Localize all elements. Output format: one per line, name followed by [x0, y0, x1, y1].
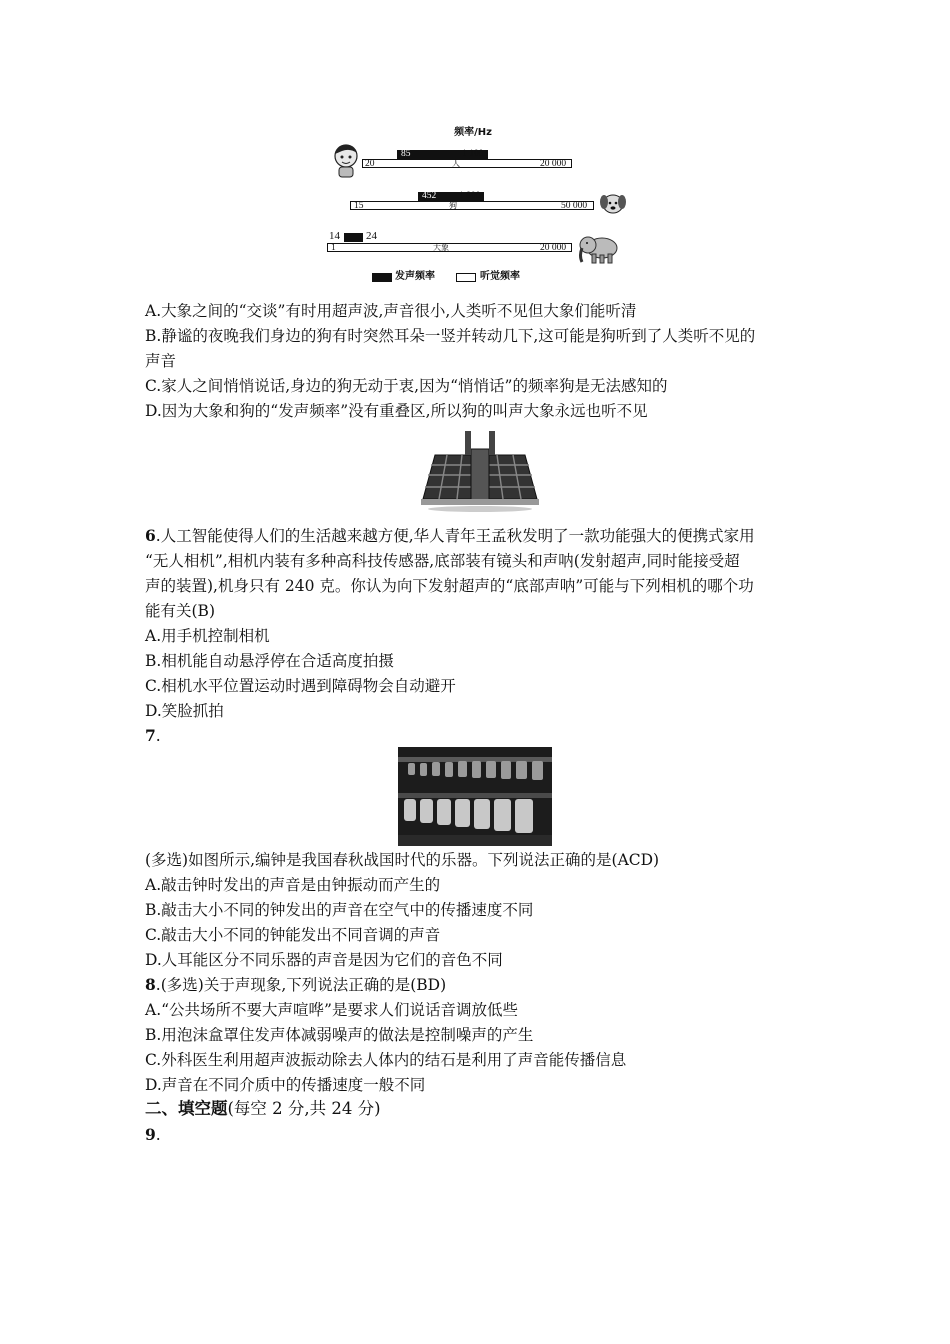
- dog-emit-max: 1 800: [459, 191, 481, 201]
- dog-hear-max: 50 000: [561, 201, 588, 211]
- dog-label: 狗: [449, 201, 457, 210]
- elephant-emit-min: 14: [329, 230, 340, 242]
- drone-camera-graphic: [417, 427, 543, 512]
- chart-title: 频率/Hz: [454, 127, 492, 138]
- q7-number-dot: .: [155, 727, 161, 745]
- q6-stem-text1: .人工智能使得人们的生活越来越方便,华人青年王孟秋发明了一款功能强大的便携式家用: [155, 527, 755, 545]
- q6-stem-line3: 声的装置),机身只有 240 克。你认为向下发射超声的“底部声呐”可能与下列相机的哪个功: [145, 577, 754, 595]
- q6-option-d: D.笑脸抓拍: [145, 702, 224, 720]
- elephant-emit-max: 24: [366, 230, 377, 242]
- q8-option-b: B.用泡沫盒罩住发声体减弱噪声的做法是控制噪声的产生: [145, 1026, 534, 1044]
- legend-hear-swatch: [456, 273, 476, 282]
- q5-option-b-line1: B.静谧的夜晚我们身边的狗有时突然耳朵一竖并转动几下,这可能是狗听到了人类听不见的: [145, 327, 756, 345]
- dog-hear-bar: [350, 201, 594, 210]
- human-hear-max: 20 000: [540, 159, 567, 169]
- q5-option-b-line2: 声音: [145, 352, 177, 370]
- q8-option-c: C.外科医生利用超声波振动除去人体内的结石是利用了声音能传播信息: [145, 1051, 627, 1069]
- dog-emit-min: 452: [422, 191, 437, 201]
- q9-number-dot: .: [155, 1126, 161, 1144]
- elephant-hear-max: 20 000: [540, 243, 567, 253]
- q7-number-line: [145, 726, 815, 746]
- q6-stem-line2: “无人相机”,相机内装有多种高科技传感器,底部装有镜头和声呐(发射超声,同时能接受超: [145, 552, 740, 570]
- q7-option-a: A.敲击钟时发出的声音是由钟振动而产生的: [145, 876, 441, 894]
- drone-camera-image: [417, 427, 543, 512]
- q7-stem: (多选)如图所示,编钟是我国春秋战国时代的乐器。下列说法正确的是(ACD): [145, 851, 660, 869]
- human-hear-min: 20: [365, 159, 375, 169]
- legend-emit-swatch: [372, 273, 392, 282]
- q7-option-b: B.敲击大小不同的钟发出的声音在空气中的传播速度不同: [145, 901, 534, 919]
- human-label: 人: [452, 159, 460, 168]
- q8-stem: .(多选)关于声现象,下列说法正确的是(BD): [155, 976, 447, 994]
- bianzhong-image: [398, 747, 552, 846]
- q7-option-c: C.敲击大小不同的钟能发出不同音调的声音: [145, 926, 441, 944]
- elephant-icon: [576, 234, 622, 264]
- legend-hear-label: 听觉频率: [480, 271, 520, 282]
- q8-option-d: D.声音在不同介质中的传播速度一般不同: [145, 1076, 426, 1094]
- elephant-label: 大象: [433, 243, 449, 252]
- q5-option-c: C.家人之间悄悄说话,身边的狗无动于衷,因为“悄悄话”的频率狗是无法感知的: [145, 377, 668, 395]
- q9-number-line: [145, 1125, 815, 1145]
- section2-note: (每空 2 分,共 24 分): [227, 1099, 381, 1118]
- q6-stem-line1: [145, 526, 815, 546]
- dog-hear-min: 15: [354, 201, 364, 211]
- q5-option-a: A.大象之间的“交谈”有时用超声波,声音很小,人类听不见但大象们能听清: [145, 302, 637, 320]
- section2-heading: [145, 1099, 815, 1119]
- q8-stem-line: [145, 975, 815, 995]
- q6-number: 6: [145, 526, 156, 545]
- elephant-emit-bar: [344, 233, 363, 242]
- elephant-hear-bar: [327, 243, 572, 252]
- human-emit-max: 1 100: [462, 149, 484, 159]
- section2-title: 二、填空题: [145, 1099, 228, 1118]
- human-icon: [330, 142, 362, 178]
- q5-option-d: D.因为大象和狗的“发声频率”没有重叠区,所以狗的叫声大象永远也听不见: [145, 402, 648, 420]
- q8-number: 8: [145, 975, 156, 994]
- q8-option-a: A.“公共场所不要大声喧哗”是要求人们说话音调放低些: [145, 1001, 518, 1019]
- elephant-hear-min: 1: [331, 243, 336, 253]
- human-emit-min: 85: [401, 149, 411, 159]
- q6-option-a: A.用手机控制相机: [145, 627, 270, 645]
- q6-option-c: C.相机水平位置运动时遇到障碍物会自动避开: [145, 677, 456, 695]
- q9-number: 9: [145, 1125, 156, 1144]
- dog-icon: [598, 192, 626, 216]
- q6-stem-line4: 能有关(B): [145, 602, 215, 620]
- q6-option-b: B.相机能自动悬浮停在合适高度拍摄: [145, 652, 394, 670]
- q7-number: 7: [145, 726, 156, 745]
- q7-option-d: D.人耳能区分不同乐器的声音是因为它们的音色不同: [145, 951, 503, 969]
- legend-emit-label: 发声频率: [395, 271, 435, 282]
- bianzhong-graphic: [398, 747, 552, 846]
